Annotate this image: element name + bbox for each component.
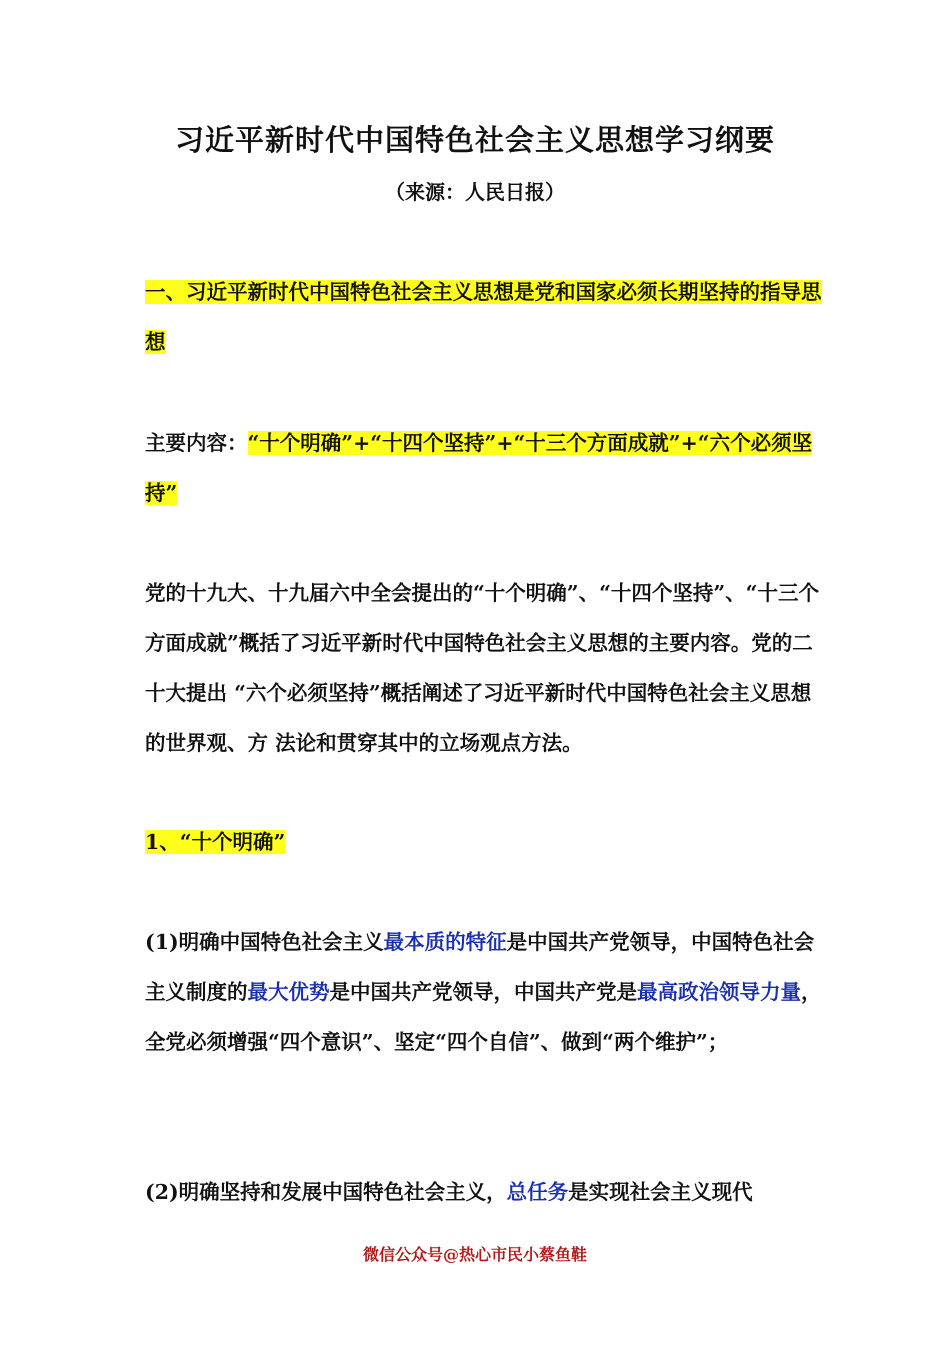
subheading <box>145 817 825 867</box>
subheading-text: 1、“十个明确” <box>145 830 286 854</box>
item-2-text-2: 是实现社会主义现代 <box>568 1180 753 1204</box>
item-1-keyword-3: 最高政治领导力量 <box>637 980 801 1004</box>
document-title: 习近平新时代中国特色社会主义思想学习纲要 <box>174 123 775 157</box>
item-2-text-1: (2)明确坚持和发展中国特色社会主义， <box>145 1180 507 1204</box>
source-line: （来源：人民日报） <box>385 180 565 204</box>
item-2-paragraph <box>145 1167 825 1217</box>
item-1-text-3: 是中国共产党领导，中国共产党是 <box>329 980 637 1004</box>
item-1-text-1: (1)明确中国特色社会主义 <box>145 930 384 954</box>
item-2-keyword-1: 总任务 <box>506 1180 569 1204</box>
main-content-highlight: “十个明确”+“十四个坚持”+“十三个方面成就”+“六个必须坚持” <box>145 431 813 505</box>
item-1-keyword-2: 最大优势 <box>247 980 330 1004</box>
footer-watermark: 微信公众号@热心市民小蔡鱼鞋 <box>362 1245 587 1264</box>
item-1-text-2: 是中国共产党领导，中国特色社会主义制度的 <box>145 930 815 1004</box>
item-1-paragraph <box>145 917 825 1067</box>
main-content-label: 主要内容： <box>145 431 248 455</box>
intro-paragraph: 党的十九大、十九届六中全会提出的“十个明确”、“十四个坚持”、“十三个方面成就”概括了习近平新时代中国特色社会主义思想的主要内容。党的二十大提出 “六个必须坚持”概括阐述了习近平新时代中国特色社会主义思想的世界观、方 法论和贯穿其中的立场观点方法。 <box>145 581 819 755</box>
item-1-keyword-1: 最本质的特征 <box>383 930 507 954</box>
section-heading <box>145 267 825 367</box>
main-content-line <box>145 418 825 518</box>
section-heading-text: 一、习近平新时代中国特色社会主义思想是党和国家必须长期坚持的指导思想 <box>145 280 822 354</box>
item-1-text-4: ，全党必须增强“四个意识”、坚定“四个自信”、做到“两个维护”； <box>145 980 822 1054</box>
